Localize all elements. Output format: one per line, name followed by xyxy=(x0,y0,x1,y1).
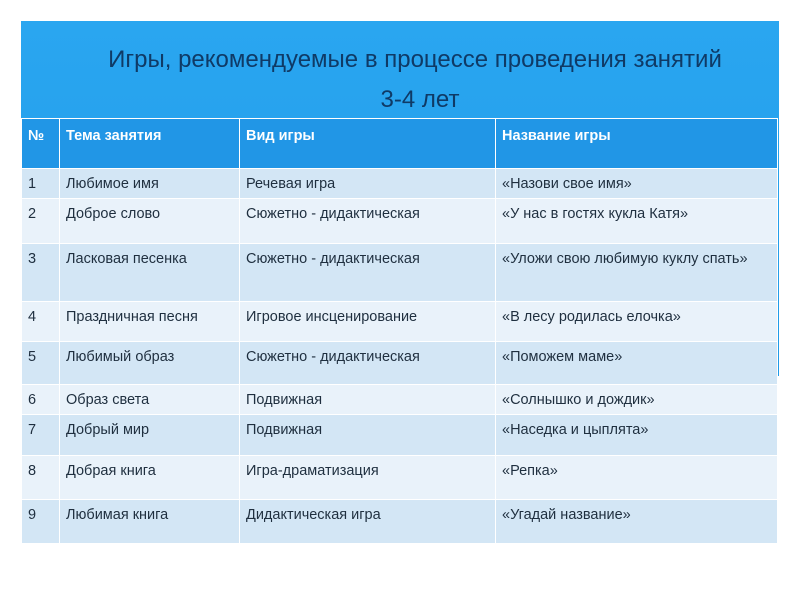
cell-game-name: «Солнышко и дождик» xyxy=(496,385,778,415)
cell-game-kind: Подвижная xyxy=(240,385,496,415)
table-header-row xyxy=(22,119,778,169)
header-topic: Тема занятия xyxy=(60,119,240,169)
cell-number: 4 xyxy=(22,302,60,342)
title-line-1: Игры, рекомендуемые в процессе проведения занятий xyxy=(108,46,722,73)
cell-game-name: «Репка» xyxy=(496,456,778,500)
cell-game-kind: Речевая игра xyxy=(240,169,496,199)
cell-topic: Любимый образ xyxy=(60,342,240,385)
table-row xyxy=(22,244,778,302)
cell-number: 7 xyxy=(22,415,60,456)
cell-number: 1 xyxy=(22,169,60,199)
table-row xyxy=(22,342,778,385)
cell-number: 5 xyxy=(22,342,60,385)
table-row xyxy=(22,500,778,544)
cell-game-name: «Назови свое имя» xyxy=(496,169,778,199)
cell-game-name: «Угадай название» xyxy=(496,500,778,544)
cell-topic: Ласковая песенка xyxy=(60,244,240,302)
cell-topic: Любимое имя xyxy=(60,169,240,199)
table-row xyxy=(22,415,778,456)
cell-topic: Образ света xyxy=(60,385,240,415)
header-number: № xyxy=(22,119,60,169)
games-table xyxy=(21,118,778,544)
slide-title xyxy=(21,40,779,120)
cell-topic: Любимая книга xyxy=(60,500,240,544)
table-row xyxy=(22,385,778,415)
cell-number: 9 xyxy=(22,500,60,544)
cell-number: 8 xyxy=(22,456,60,500)
cell-number: 3 xyxy=(22,244,60,302)
cell-game-kind: Сюжетно - дидактическая xyxy=(240,342,496,385)
cell-game-kind: Игровое инсценирование xyxy=(240,302,496,342)
cell-game-name: «У нас в гостях кукла Катя» xyxy=(496,199,778,244)
cell-topic: Праздничная песня xyxy=(60,302,240,342)
cell-topic: Доброе слово xyxy=(60,199,240,244)
cell-game-name: «Уложи свою любимую куклу спать» xyxy=(496,244,778,302)
header-game-name: Название игры xyxy=(496,119,778,169)
cell-game-kind: Сюжетно - дидактическая xyxy=(240,199,496,244)
table-row xyxy=(22,199,778,244)
cell-number: 2 xyxy=(22,199,60,244)
cell-number: 6 xyxy=(22,385,60,415)
title-line-2: 3-4 лет xyxy=(380,86,460,113)
cell-topic: Добрая книга xyxy=(60,456,240,500)
cell-game-name: «В лесу родилась елочка» xyxy=(496,302,778,342)
cell-game-kind: Игра-драматизация xyxy=(240,456,496,500)
cell-topic: Добрый мир xyxy=(60,415,240,456)
cell-game-name: «Поможем маме» xyxy=(496,342,778,385)
cell-game-name: «Наседка и цыплята» xyxy=(496,415,778,456)
cell-game-kind: Сюжетно - дидактическая xyxy=(240,244,496,302)
table-row xyxy=(22,302,778,342)
cell-game-kind: Дидактическая игра xyxy=(240,500,496,544)
header-game-kind: Вид игры xyxy=(240,119,496,169)
table-row xyxy=(22,169,778,199)
table-row xyxy=(22,456,778,500)
cell-game-kind: Подвижная xyxy=(240,415,496,456)
